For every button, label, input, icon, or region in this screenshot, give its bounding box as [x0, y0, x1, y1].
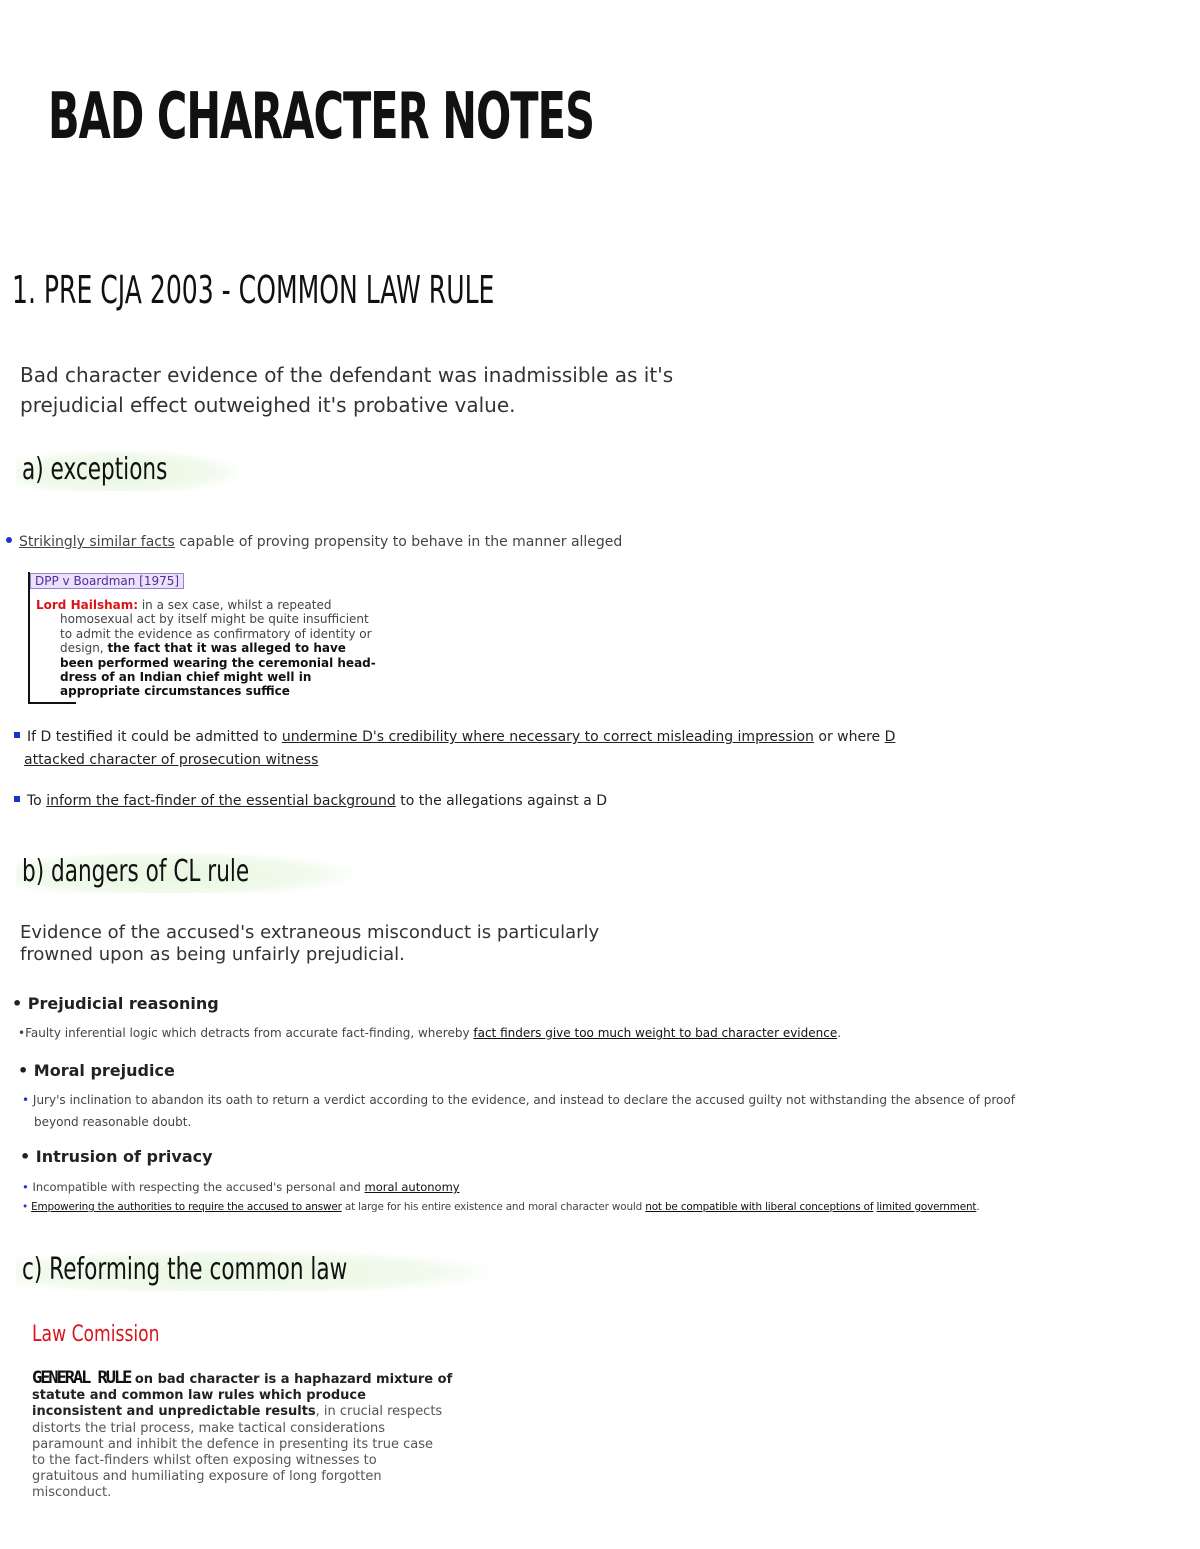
bullet-dot-icon: • — [18, 1026, 26, 1040]
bullet-link: Strikingly similar facts — [19, 534, 175, 550]
bullet-similar-facts: Strikingly similar facts capable of proving propensity to behave in the manner alleged — [6, 534, 622, 550]
subheading-dangers: b) dangers of CL rule — [16, 852, 352, 893]
intro-line: prejudicial effect outweighed it's probative value. — [20, 393, 516, 417]
bullet-dot-icon: • — [12, 994, 28, 1013]
bullet-marker-icon — [6, 537, 12, 543]
case-citation-tag: DPP v Boardman [1975] — [30, 573, 184, 589]
dangers-intro: Evidence of the accused's extraneous misconduct is particularly frowned upon as being unfairly prejudicial. — [20, 922, 600, 965]
bullet-dot-icon: • — [22, 1201, 32, 1213]
text-privacy-2: • Empowering the authorities to require the accused to answer at large for his entire existence and moral character would not be compatible with liberal conceptions of limited government. — [22, 1201, 980, 1213]
text-moral-prejudice: • Jury's inclination to abandon its oath to return a verdict according to the evidence, and instead to declare the accused guilty not withstanding the absence of proof — [22, 1093, 1015, 1107]
bullet-marker-icon — [14, 796, 20, 802]
law-commission-label: Law Comission — [32, 1322, 160, 1347]
bullet-marker-icon — [14, 732, 20, 738]
heading-prejudicial-reasoning: • Prejudicial reasoning — [12, 994, 219, 1013]
subheading-exceptions: a) exceptions — [16, 450, 238, 491]
general-rule-label: GENERAL RULE — [32, 1368, 131, 1388]
text-moral-prejudice-cont: beyond reasonable doubt. — [34, 1115, 192, 1129]
page-title: BAD CHARACTER NOTES — [48, 80, 595, 154]
bullet-credibility: If D testified it could be admitted to undermine D's credibility where necessary to correct misleading impression or where D — [14, 729, 895, 745]
quote-speaker: Lord Hailsham: — [36, 598, 139, 612]
law-commission-paragraph: GENERAL RULE on bad character is a haphazard mixture of statute and common law rules which produce inconsistent and unpredictable results, in crucial respects distorts the trial process, make tactical considerations paramount and inhibit the defence in presenting its true case to the fact-finders whilst often exposing witnesses to gratuitous and humiliating exposure of long forgotten misconduct. — [32, 1368, 453, 1501]
heading-moral-prejudice: • Moral prejudice — [18, 1061, 175, 1080]
text-privacy-1: • Incompatible with respecting the accused's personal and moral autonomy — [22, 1180, 460, 1194]
bullet-background: To inform the fact-finder of the essential background to the allegations against a D — [14, 793, 607, 809]
bullet-dot-icon: • — [22, 1180, 33, 1194]
heading-intrusion-privacy: • Intrusion of privacy — [20, 1147, 213, 1166]
bullet-dot-icon: • — [20, 1147, 36, 1166]
text-prejudicial-reasoning: •Faulty inferential logic which detracts from accurate fact-finding, whereby fact finders give too much weight to bad character evidence. — [18, 1026, 842, 1040]
quote-lord-hailsham: Lord Hailsham: in a sex case, whilst a repeated homosexual act by itself might be quite insufficient to admit the evidence as confirmatory of identity or design, the fact that it was alleged to have been performed wearing the ceremonial head- dress of an Indian chief might well in appropriate circumstances suffice — [36, 598, 376, 699]
bullet-dot-icon: • — [18, 1061, 34, 1080]
section-heading-pre-cja: 1. PRE CJA 2003 - COMMON LAW RULE — [12, 268, 495, 312]
bullet-credibility-cont: attacked character of prosecution witness — [24, 752, 319, 768]
bullet-dot-icon: • — [22, 1093, 33, 1107]
intro-line: Bad character evidence of the defendant was inadmissible as it's — [20, 363, 674, 387]
subheading-reforming: c) Reforming the common law — [16, 1250, 488, 1291]
section-intro — [20, 360, 673, 420]
